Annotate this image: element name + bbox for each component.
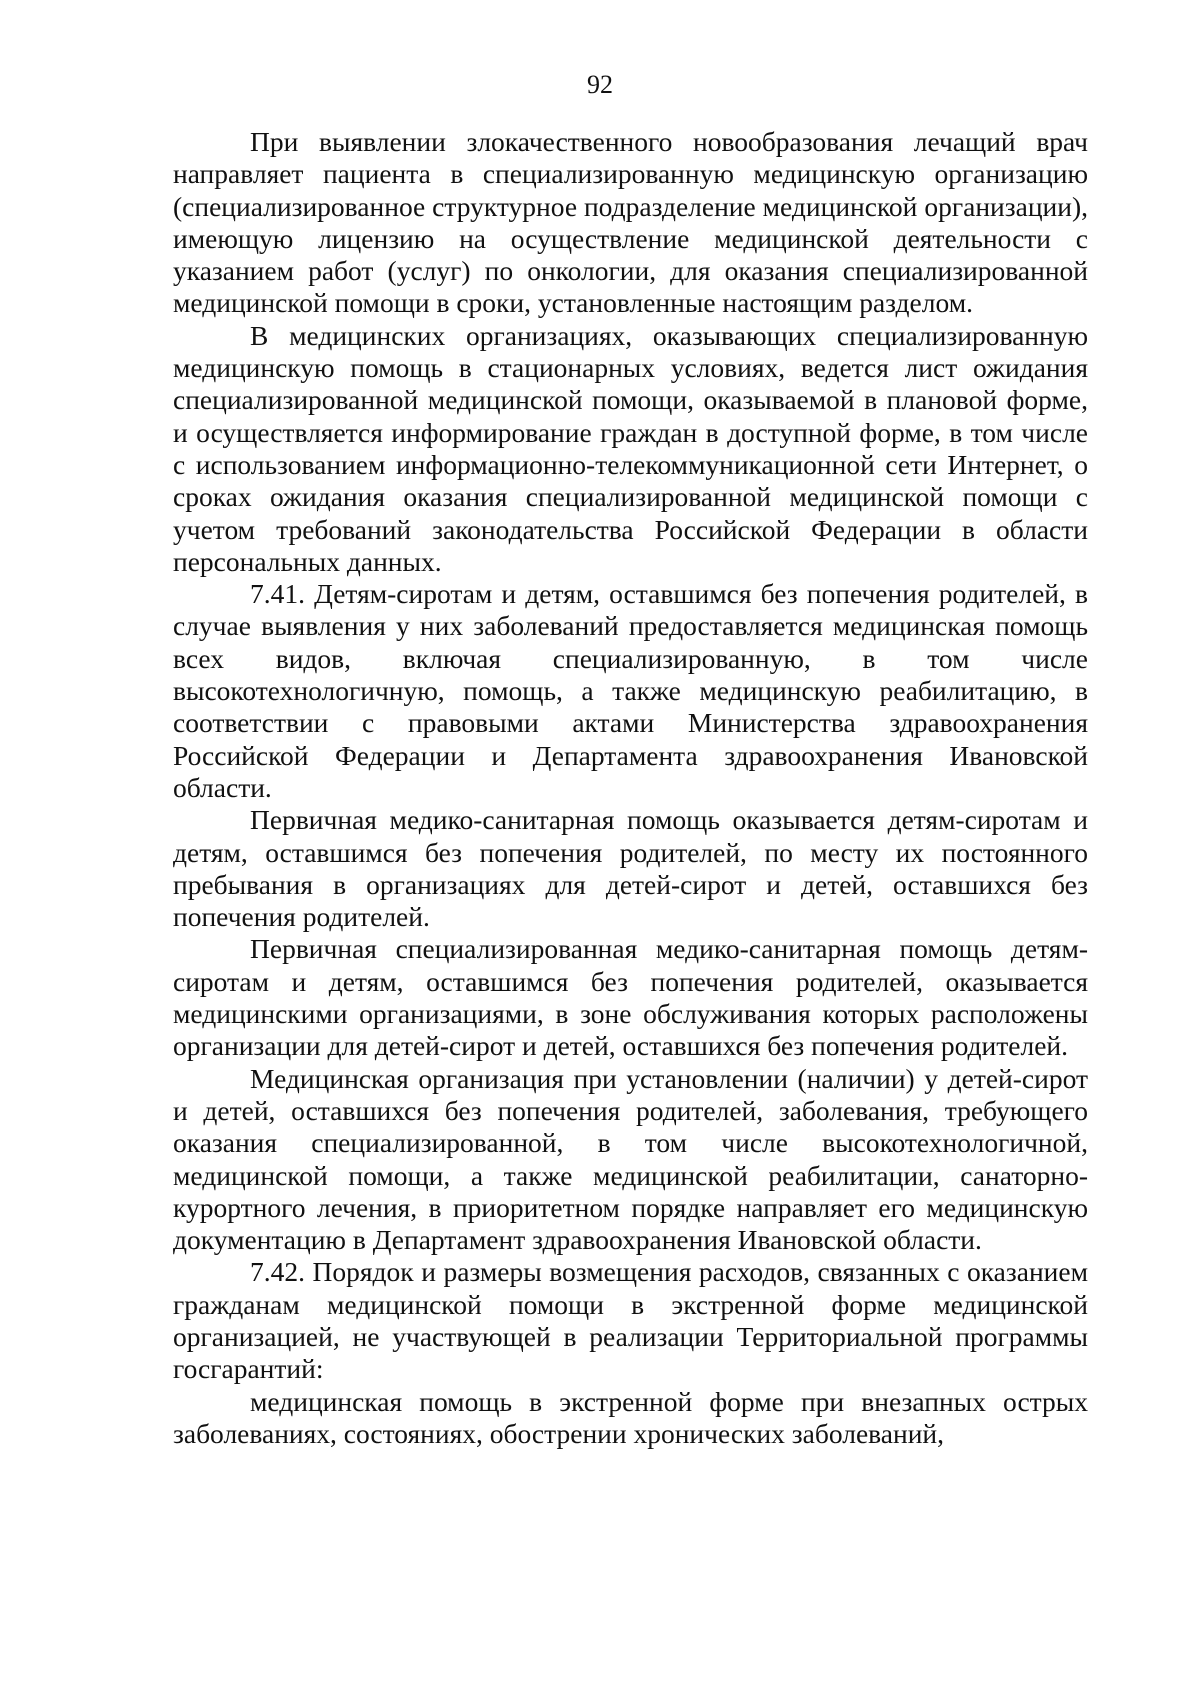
paragraph-7-41-orphans: 7.41. Детям-сиротам и детям, оставшимся без попечения родителей, в случае выявления у них заболеваний предоставляется медицинская помощь всех видов, включая специализированную, в том числе высокотехнологичную, помощь, а также медицинскую реабилитацию, в соответствии с правовыми актами Министерства здравоохранения Российской Федерации и Департамента здравоохранения Ивановской области. [173, 578, 1088, 803]
paragraph-oncology-referral: При выявлении злокачественного новообразования лечащий врач направляет пациента в специализированную медицинскую организацию (специализированное структурное подразделение медицинской организации), имеющую лицензию на осуществление медицинской деятельности с указанием работ (услуг) по онкологии, для оказания специализированной медицинской помощи в сроки, установленные настоящим разделом. [173, 126, 1088, 319]
paragraph-emergency-care: медицинская помощь в экстренной форме при внезапных острых заболеваниях, состояниях, обострении хронических заболеваний, [173, 1385, 1088, 1449]
page-number: 92 [587, 70, 613, 99]
paragraph-medical-documentation: Медицинская организация при установлении (наличии) у детей-сирот и детей, оставшихся без попечения родителей, заболевания, требующего оказания специализированной, в том числе высокотехнологичной, медицинской помощи, а также медицинской реабилитации, санаторно-курортного лечения, в приоритетном порядке направляет его медицинскую документацию в Департамент здравоохранения Ивановской области. [173, 1062, 1088, 1256]
paragraph-waiting-list: В медицинских организациях, оказывающих специализированную медицинскую помощь в стационарных условиях, ведется лист ожидания специализированной медицинской помощи, оказываемой в плановой форме, и осуществляется информирование граждан в доступной форме, в том числе с использованием информационно-телекоммуникационной сети Интернет, о сроках ожидания оказания специализированной медицинской помощи с учетом требований законодательства Российской Федерации в области персональных данных. [173, 319, 1088, 577]
document-body [173, 126, 1088, 1450]
paragraph-7-42-reimbursement: 7.42. Порядок и размеры возмещения расходов, связанных с оказанием гражданам медицинской помощи в экстренной форме медицинской организацией, не участвующей в реализации Территориальной программы госгарантий: [173, 1256, 1088, 1385]
paragraph-specialized-primary-care: Первичная специализированная медико-санитарная помощь детям-сиротам и детям, оставшимся без попечения родителей, оказывается медицинскими организациями, в зоне обслуживания которых расположены организации для детей-сирот и детей, оставшихся без попечения родителей. [173, 933, 1088, 1062]
paragraph-primary-care-orphans: Первичная медико-санитарная помощь оказывается детям-сиротам и детям, оставшимся без попечения родителей, по месту их постоянного пребывания в организациях для детей-сирот и детей, оставшихся без попечения родителей. [173, 804, 1088, 933]
